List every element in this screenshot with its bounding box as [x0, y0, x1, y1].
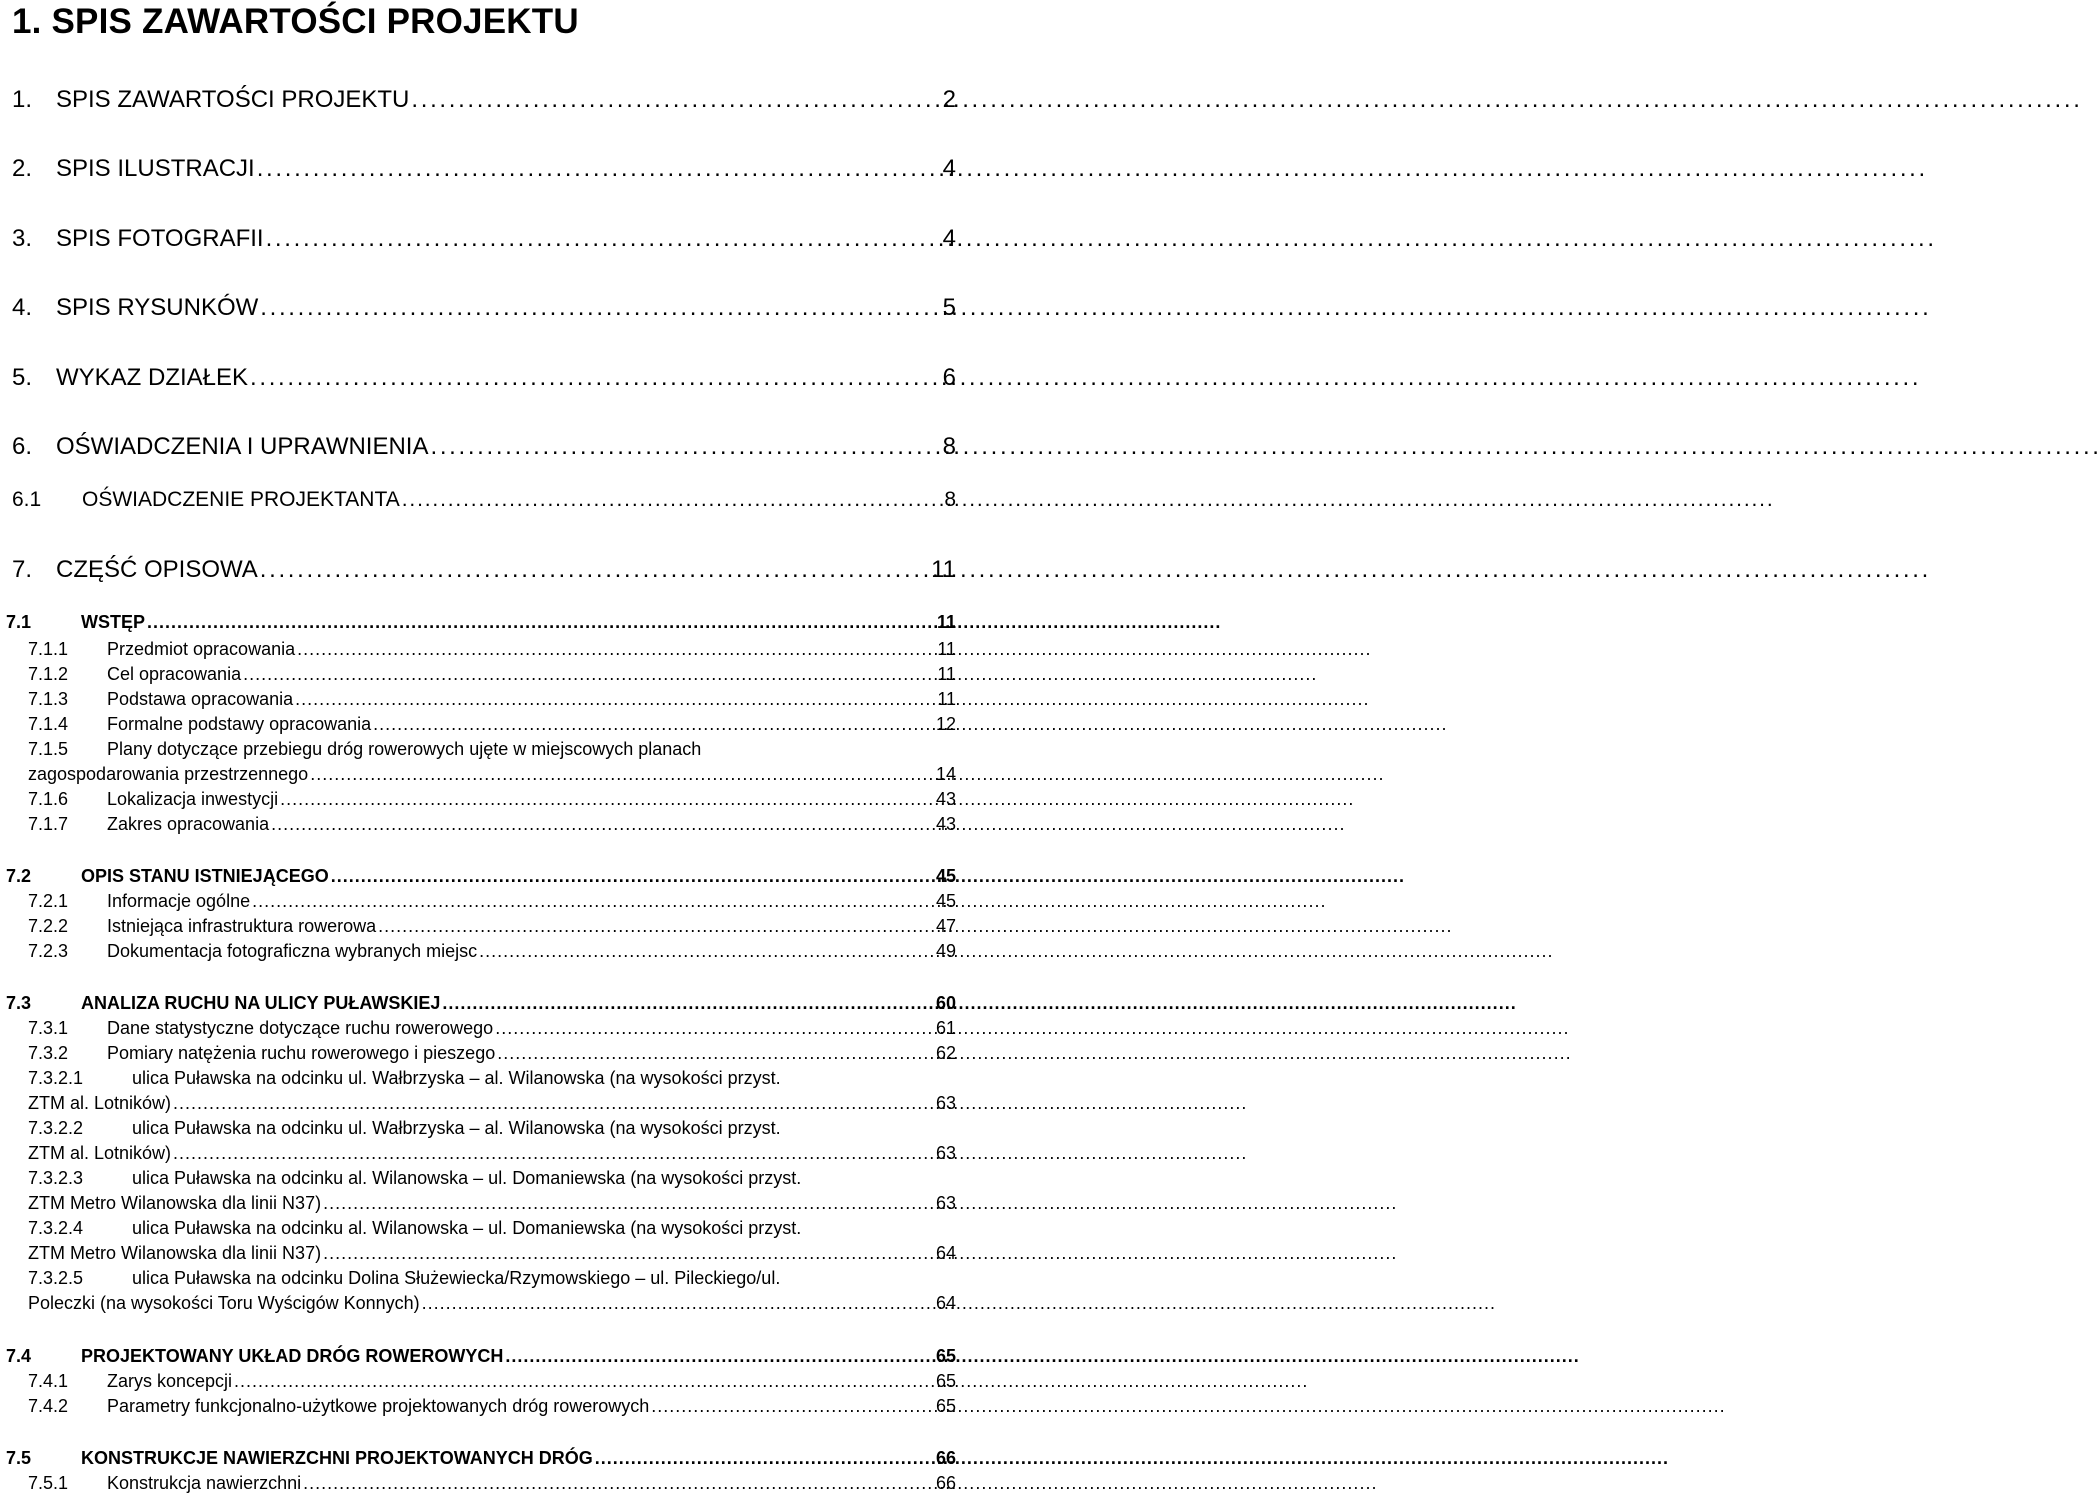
toc-entry-7-3-2-2-continued[interactable]: [28, 1143, 956, 1164]
toc-page: 11: [931, 556, 956, 583]
toc-number: 7.5.1: [28, 1473, 69, 1493]
toc-page: 65: [935, 1346, 956, 1366]
toc-number: 7.3.2.1: [28, 1068, 84, 1088]
dot-leader: [495, 1018, 934, 1039]
dot-leader: [430, 433, 940, 461]
toc-number: 7.3: [6, 993, 32, 1013]
toc-number: 7.1: [6, 612, 32, 632]
toc-number: 7.1.4: [28, 714, 69, 734]
toc-entry-7-3-2-1[interactable]: [28, 1068, 956, 1089]
toc-entry-7-3-2-3-continued[interactable]: [28, 1193, 956, 1214]
toc-number: 7.1.2: [28, 664, 69, 684]
toc-number: 7.4.1: [28, 1371, 69, 1391]
toc-number: 7.2.3: [28, 941, 69, 961]
table-of-contents: [0, 0, 960, 1499]
toc-title: SPIS RYSUNKÓW: [56, 294, 259, 321]
toc-title: OPIS STANU ISTNIEJĄCEGO: [81, 866, 329, 886]
toc-title: ulica Puławska na odcinku Dolina Służewiecka/Rzymowskiego – ul. Pileckiego/ul.: [132, 1268, 781, 1288]
toc-number: 7.3.2.3: [28, 1168, 84, 1188]
toc-entry-7-3-2-1-continued[interactable]: [28, 1093, 956, 1114]
toc-entry-7-3-1[interactable]: [28, 1018, 956, 1039]
dot-leader: [297, 639, 935, 660]
toc-title: WYKAZ DZIAŁEK: [56, 364, 249, 391]
toc-number: 4.: [12, 294, 33, 321]
toc-title: WSTĘP: [81, 612, 146, 632]
toc-entry-7-2-2[interactable]: [28, 916, 956, 937]
dot-leader: [260, 294, 940, 322]
toc-page: 11: [936, 612, 956, 632]
toc-entry-7-5-1[interactable]: [28, 1473, 956, 1494]
dot-leader: [147, 612, 935, 633]
toc-page: 4: [942, 225, 956, 252]
toc-page: 62: [935, 1043, 956, 1063]
toc-number: 7.1.1: [28, 639, 69, 659]
toc-page: 5: [942, 294, 956, 321]
toc-page: 4: [942, 155, 956, 182]
toc-title: ANALIZA RUCHU NA ULICY PUŁAWSKIEJ: [81, 993, 441, 1013]
dot-leader: [402, 488, 943, 512]
toc-page: 43: [935, 789, 956, 809]
document-title: 1. SPIS ZAWARTOŚCI PROJEKTU: [12, 2, 579, 41]
dot-leader: [497, 1043, 934, 1064]
dot-leader: [260, 556, 929, 584]
toc-number: 7.3.2.2: [28, 1118, 84, 1138]
dot-leader: [479, 941, 934, 962]
dot-leader: [252, 891, 934, 912]
toc-number: 7.: [12, 556, 33, 583]
dot-leader: [243, 664, 935, 685]
toc-page: 63: [935, 1193, 956, 1213]
toc-entry-6-1[interactable]: [12, 488, 956, 512]
toc-page: 6: [942, 364, 956, 391]
toc-number: 2.: [12, 155, 33, 182]
dot-leader: [323, 1243, 934, 1264]
toc-number: 7.2.2: [28, 916, 69, 936]
toc-entry-3[interactable]: [12, 225, 956, 253]
toc-number: 6.1: [12, 488, 42, 511]
dot-leader: [250, 364, 941, 392]
toc-title: OŚWIADCZENIE PROJEKTANTA: [82, 488, 400, 511]
toc-page: 11: [937, 689, 956, 709]
dot-leader: [234, 1371, 934, 1392]
toc-page: 60: [935, 993, 956, 1013]
toc-number: 6.: [12, 433, 33, 460]
toc-title: Istniejąca infrastruktura rowerowa: [107, 916, 377, 936]
dot-leader: [422, 1293, 934, 1314]
toc-title: Lokalizacja inwestycji: [107, 789, 279, 809]
toc-title-continued: ZTM Metro Wilanowska dla linii N37): [28, 1243, 322, 1263]
toc-title: ulica Puławska na odcinku ul. Wałbrzyska – al. Wilanowska (na wysokości przyst.: [132, 1118, 781, 1138]
toc-number: 5.: [12, 364, 33, 391]
toc-page: 45: [935, 891, 956, 911]
toc-title: ulica Puławska na odcinku al. Wilanowska – ul. Domaniewska (na wysokości przyst.: [132, 1168, 802, 1188]
dot-leader: [378, 916, 934, 937]
toc-entry-5[interactable]: [12, 364, 956, 392]
toc-title: ulica Puławska na odcinku ul. Wałbrzyska – al. Wilanowska (na wysokości przyst.: [132, 1068, 781, 1088]
toc-entry-7-1-6[interactable]: [28, 789, 956, 810]
toc-page: 8: [942, 433, 956, 460]
toc-page: 11: [937, 664, 956, 684]
toc-page: 47: [935, 916, 956, 936]
toc-entry-7-2-3[interactable]: [28, 941, 956, 962]
toc-number: 7.4.2: [28, 1396, 69, 1416]
toc-title-continued: Poleczki (na wysokości Toru Wyścigów Konnych): [28, 1293, 420, 1313]
toc-title: ulica Puławska na odcinku al. Wilanowska – ul. Domaniewska (na wysokości przyst.: [132, 1218, 802, 1238]
toc-title: Informacje ogólne: [107, 891, 251, 911]
toc-entry-6[interactable]: [12, 433, 956, 461]
toc-number: 7.1.6: [28, 789, 69, 809]
toc-page: 14: [935, 764, 956, 784]
toc-title: CZĘŚĆ OPISOWA: [56, 556, 258, 583]
toc-title: Formalne podstawy opracowania: [107, 714, 372, 734]
toc-entry-7-3-2-5[interactable]: [28, 1268, 956, 1289]
toc-page: 61: [935, 1018, 956, 1038]
dot-leader: [266, 225, 941, 253]
toc-page: 66: [935, 1448, 956, 1468]
dot-leader: [295, 689, 935, 710]
toc-number: 7.1.3: [28, 689, 69, 709]
toc-title: PROJEKTOWANY UKŁAD DRÓG ROWEROWYCH: [81, 1346, 504, 1366]
toc-page: 63: [935, 1143, 956, 1163]
toc-entry-7-5[interactable]: [6, 1448, 956, 1469]
toc-entry-1[interactable]: [12, 86, 956, 114]
toc-entry-7-2-1[interactable]: [28, 891, 956, 912]
dot-leader: [280, 789, 934, 810]
toc-title: SPIS FOTOGRAFII: [56, 225, 264, 252]
toc-title: Pomiary natężenia ruchu rowerowego i pieszego: [107, 1043, 496, 1063]
toc-title: SPIS ZAWARTOŚCI PROJEKTU: [56, 86, 410, 113]
toc-entry-7-1-3[interactable]: [28, 689, 956, 710]
toc-title: KONSTRUKCJE NAWIERZCHNI PROJEKTOWANYCH DRÓG: [81, 1448, 593, 1468]
toc-number: 7.2.1: [28, 891, 69, 911]
toc-entry-7-3-2-3[interactable]: [28, 1168, 956, 1189]
toc-page: 8: [944, 488, 956, 511]
toc-page: 43: [935, 814, 956, 834]
toc-entry-7-1-5[interactable]: [28, 739, 956, 760]
toc-entry-7-1-7[interactable]: [28, 814, 956, 835]
toc-number: 7.5: [6, 1448, 32, 1468]
toc-number: 7.3.2: [28, 1043, 69, 1063]
dot-leader: [303, 1473, 934, 1494]
toc-title: Przedmiot opracowania: [107, 639, 296, 659]
toc-entry-7-3-2[interactable]: [28, 1043, 956, 1064]
toc-title: Zakres opracowania: [107, 814, 270, 834]
toc-number: 1.: [12, 86, 33, 113]
dot-leader: [505, 1346, 934, 1367]
toc-page: 11: [937, 639, 956, 659]
toc-title: SPIS ILUSTRACJI: [56, 155, 255, 182]
toc-page: 12: [935, 714, 956, 734]
toc-entry-7-4-2[interactable]: [28, 1396, 956, 1417]
toc-number: 7.1.5: [28, 739, 69, 759]
toc-page: 2: [942, 86, 956, 113]
toc-entry-4[interactable]: [12, 294, 956, 322]
toc-entry-7-3[interactable]: [6, 993, 956, 1014]
toc-entry-7-1-1[interactable]: [28, 639, 956, 660]
toc-entry-7-3-2-4-continued[interactable]: [28, 1243, 956, 1264]
toc-title: OŚWIADCZENIA I UPRAWNIENIA: [56, 433, 429, 460]
toc-page: 45: [935, 866, 956, 886]
toc-page: 65: [935, 1396, 956, 1416]
dot-leader: [257, 155, 941, 183]
toc-number: 7.2: [6, 866, 32, 886]
toc-title: Cel opracowania: [107, 664, 242, 684]
toc-page: 64: [935, 1243, 956, 1263]
toc-entry-7-1-2[interactable]: [28, 664, 956, 685]
dot-leader: [271, 814, 934, 835]
toc-title: Konstrukcja nawierzchni: [107, 1473, 302, 1493]
toc-title: Zarys koncepcji: [107, 1371, 233, 1391]
toc-entry-2[interactable]: [12, 155, 956, 183]
toc-title-continued: ZTM Metro Wilanowska dla linii N37): [28, 1193, 322, 1213]
toc-page: 66: [935, 1473, 956, 1493]
dot-leader: [595, 1448, 934, 1469]
toc-entry-7-1-5-continued[interactable]: [28, 764, 956, 785]
toc-entry-7-1-4[interactable]: [28, 714, 956, 735]
dot-leader: [173, 1143, 934, 1164]
toc-page: 63: [935, 1093, 956, 1113]
toc-entry-7-1[interactable]: [6, 612, 956, 633]
toc-title: Plany dotyczące przebiegu dróg rowerowych ujęte w miejscowych planach: [107, 739, 702, 759]
toc-page: 49: [935, 941, 956, 961]
toc-title: Dane statystyczne dotyczące ruchu rowerowego: [107, 1018, 494, 1038]
dot-leader: [331, 866, 934, 887]
dot-leader: [310, 764, 934, 785]
toc-number: 7.3.2.4: [28, 1218, 84, 1238]
toc-title: Dokumentacja fotograficzna wybranych miejsc: [107, 941, 478, 961]
toc-entry-7-3-2-4[interactable]: [28, 1218, 956, 1239]
dot-leader: [651, 1396, 934, 1417]
toc-title-continued: ZTM al. Lotników): [28, 1143, 172, 1163]
toc-title: Parametry funkcjonalno-użytkowe projektowanych dróg rowerowych: [107, 1396, 650, 1416]
toc-number: 3.: [12, 225, 33, 252]
toc-number: 7.4: [6, 1346, 32, 1366]
toc-page: 64: [935, 1293, 956, 1313]
toc-title-continued: ZTM al. Lotników): [28, 1093, 172, 1113]
toc-entry-7-3-2-5-continued[interactable]: [28, 1293, 956, 1314]
toc-page: 65: [935, 1371, 956, 1391]
toc-entry-7-4[interactable]: [6, 1346, 956, 1367]
toc-number: 7.1.7: [28, 814, 69, 834]
toc-number: 7.3.2.5: [28, 1268, 84, 1288]
dot-leader: [173, 1093, 934, 1114]
toc-title-continued: zagospodarowania przestrzennego: [28, 764, 309, 784]
toc-entry-7-4-1[interactable]: [28, 1371, 956, 1392]
toc-title: Podstawa opracowania: [107, 689, 294, 709]
dot-leader: [442, 993, 934, 1014]
toc-entry-7-2[interactable]: [6, 866, 956, 887]
dot-leader: [373, 714, 934, 735]
dot-leader: [411, 86, 940, 114]
toc-entry-7[interactable]: [12, 556, 956, 584]
toc-entry-7-3-2-2[interactable]: [28, 1118, 956, 1139]
dot-leader: [323, 1193, 934, 1214]
toc-number: 7.3.1: [28, 1018, 69, 1038]
